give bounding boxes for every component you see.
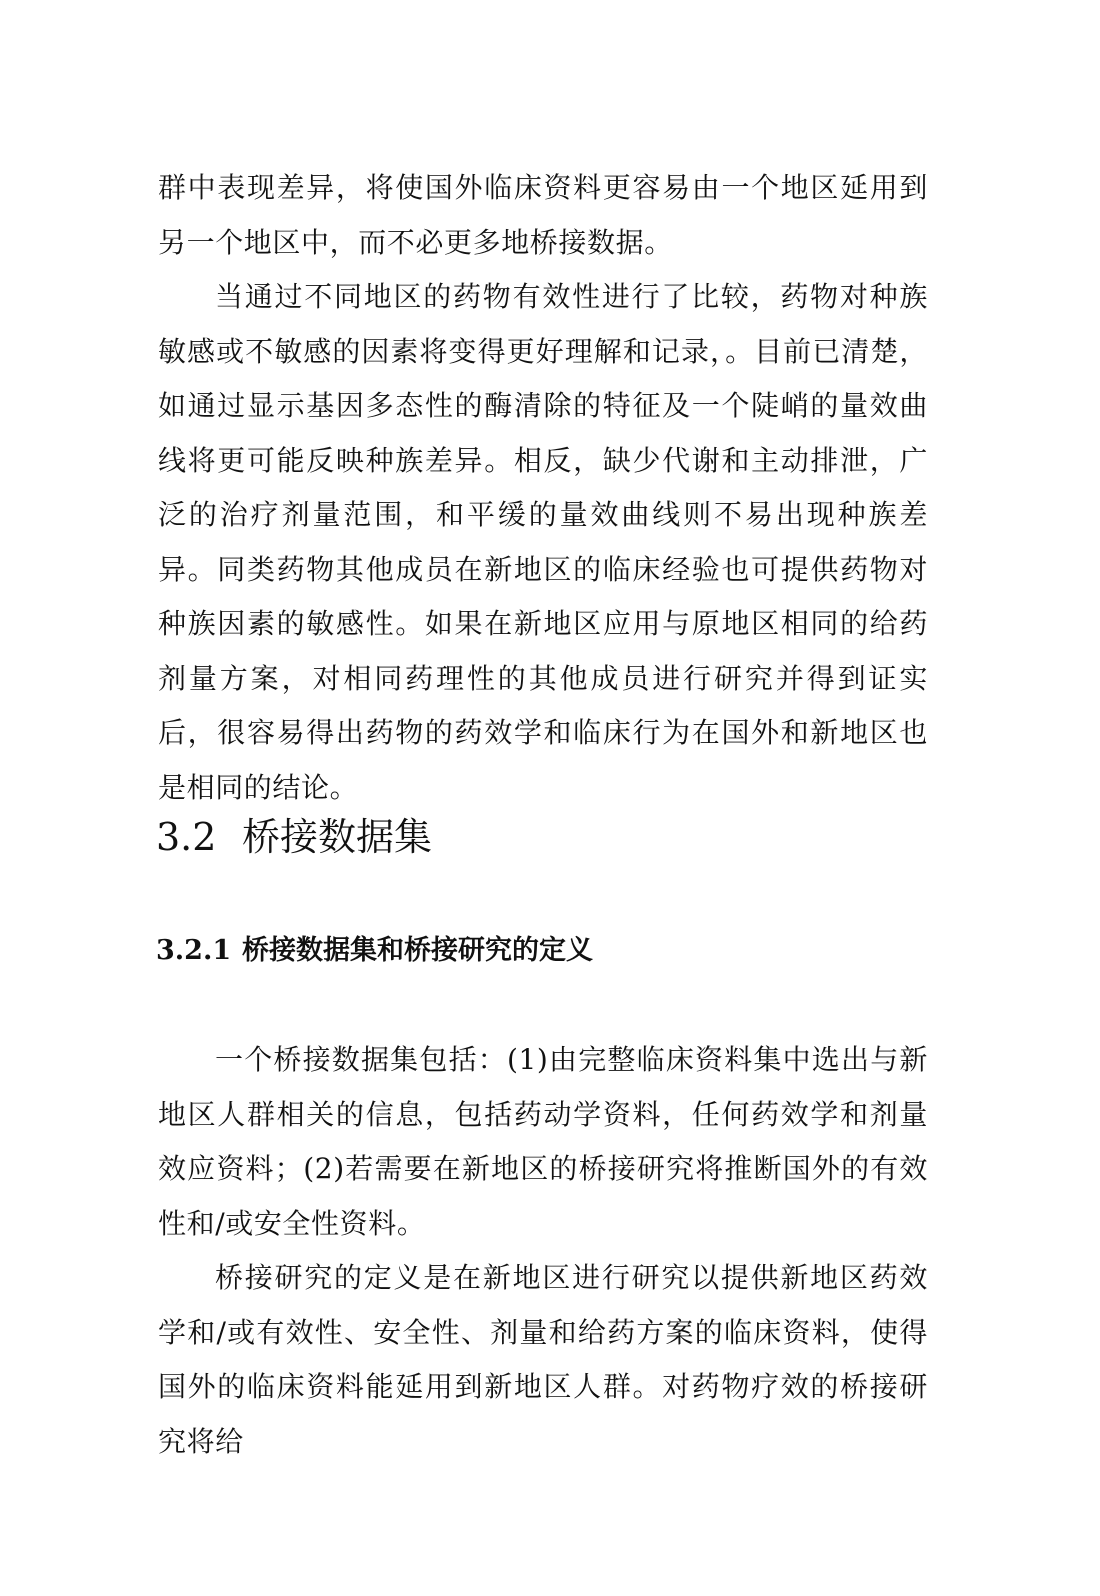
subsection-title: 桥接数据集和桥接研究的定义 — [242, 935, 593, 966]
section-title: 桥接数据集 — [242, 815, 433, 859]
subsection-heading — [156, 928, 593, 974]
body-text-top — [158, 161, 928, 815]
body-text-bottom — [158, 1033, 928, 1469]
paragraph-bridging-data-package: 一个桥接数据集包括：(1)由完整临床资料集中选出与新地区人群相关的信息，包括药动学资料，任何药效学和剂量效应资料；(2)若需要在新地区的桥接研究将推断国外的有效性和/或安全性资料。 — [158, 1043, 928, 1240]
section-heading — [156, 805, 432, 869]
paragraph-continued: 群中表现差异，将使国外临床资料更容易由一个地区延用到另一个地区中，而不必更多地桥接数据。 — [158, 171, 928, 259]
section-number: 3.2 — [156, 815, 217, 859]
paragraph-ethnic-sensitivity: 当通过不同地区的药物有效性进行了比较，药物对种族敏感或不敏感的因素将变得更好理解和记录，。目前已清楚，如通过显示基因多态性的酶清除的特征及一个陡峭的量效曲线将更可能反映种族差异。相反，缺少代谢和主动排泄，广泛的治疗剂量范围，和平缓的量效曲线则不易出现种族差异。同类药物其他成员在新地区的临床经验也可提供药物对种族因素的敏感性。如果在新地区应用与原地区相同的给药剂量方案，对相同药理性的其他成员进行研究并得到证实后，很容易得出药物的药效学和临床行为在国外和新地区也是相同的结论。 — [158, 280, 928, 804]
subsection-number: 3.2.1 — [156, 935, 232, 966]
paragraph-bridging-study-definition: 桥接研究的定义是在新地区进行研究以提供新地区药效学和/或有效性、安全性、剂量和给药方案的临床资料，使得国外的临床资料能延用到新地区人群。对药物疗效的桥接研究将给 — [158, 1261, 928, 1458]
